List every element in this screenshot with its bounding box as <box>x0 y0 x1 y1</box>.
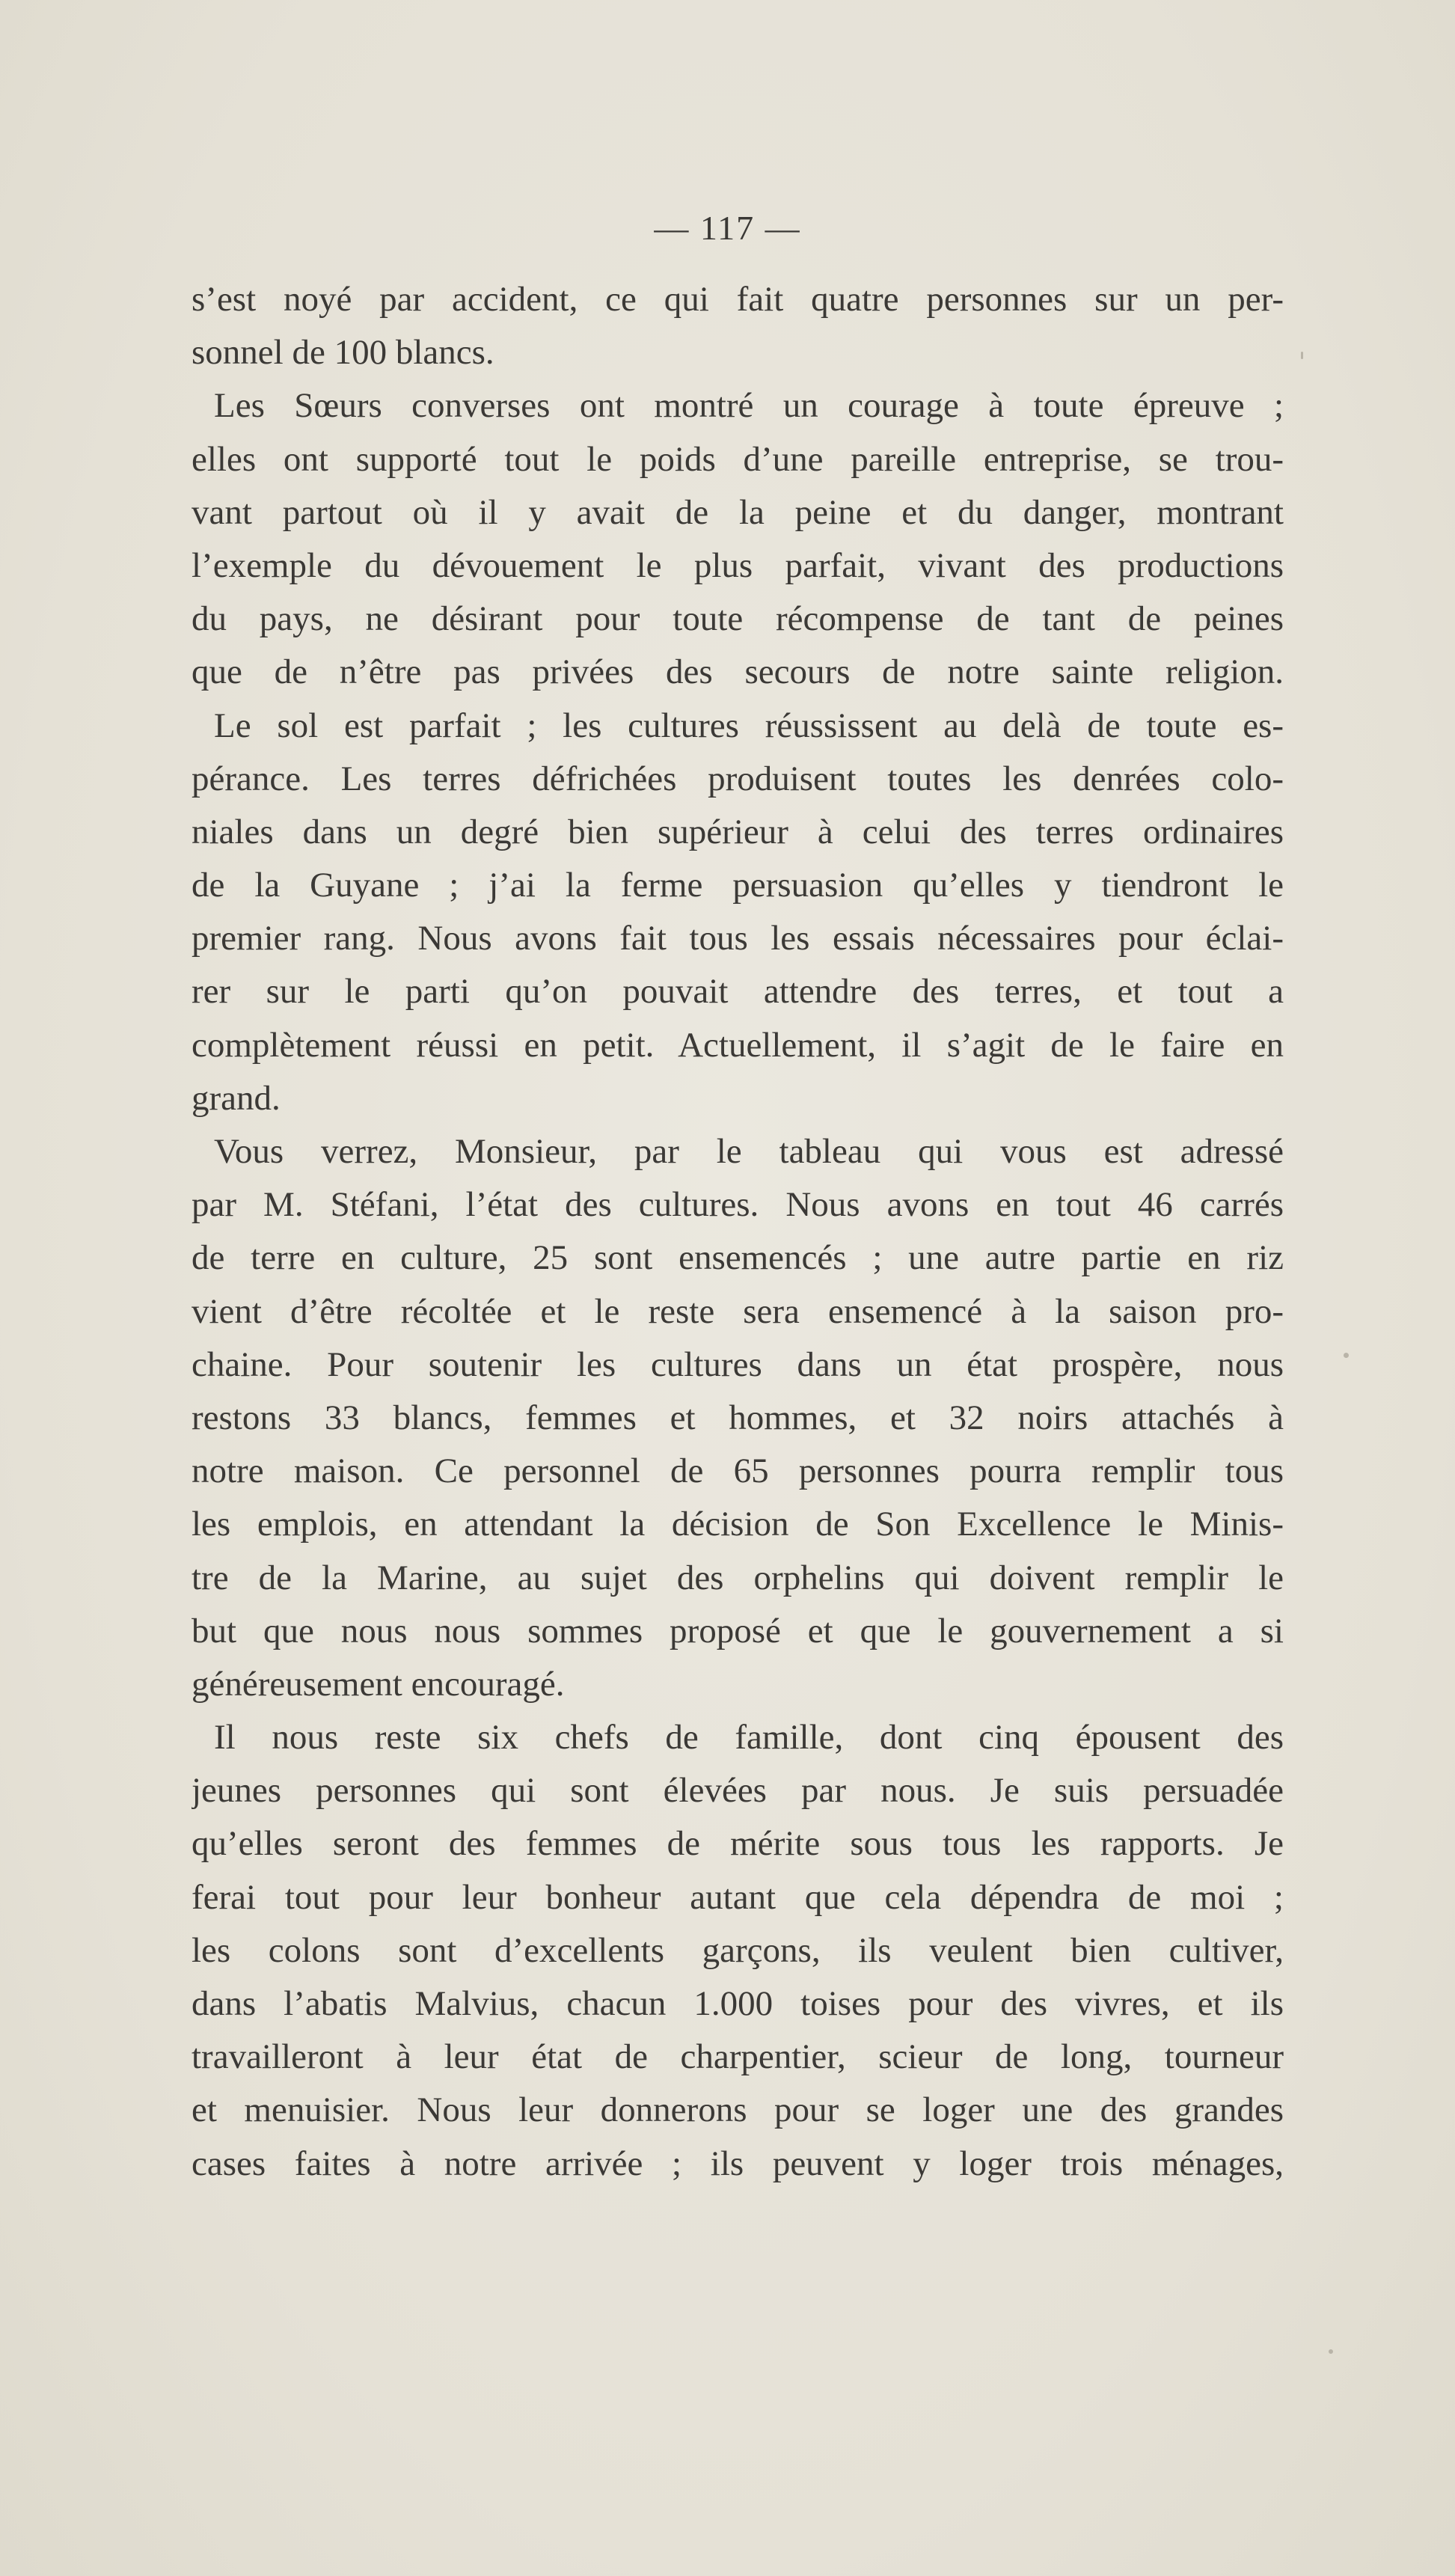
text-line: Vous verrez, Monsieur, par le tableau qui vous est adressé <box>214 1132 1284 1171</box>
text-line: l’exemple du dévouement le plus parfait, vivant des productions <box>192 545 1284 585</box>
text-line: par M. Stéfani, l’état des cultures. Nous avons en tout 46 carrés <box>192 1185 1284 1225</box>
text-line: rer sur le parti qu’on pouvait attendre des terres, et tout a <box>192 972 1284 1012</box>
text-line: de terre en culture, 25 sont ensemencés ; une autre partie en riz <box>192 1238 1284 1278</box>
text-line: premier rang. Nous avons fait tous les essais nécessaires pour éclai- <box>192 919 1284 958</box>
text-line: sonnel de 100 blancs. <box>192 333 494 373</box>
text-line: elles ont supporté tout le poids d’une pareille entreprise, se trou- <box>192 439 1284 479</box>
text-line: vient d’être récoltée et le reste sera ensemencé à la saison pro- <box>192 1291 1284 1331</box>
text-line: et menuisier. Nous leur donnerons pour se loger une des grandes <box>192 2090 1284 2130</box>
text-line: vant partout où il y avait de la peine et du danger, montrant <box>192 492 1284 532</box>
text-line: cases faites à notre arrivée ; ils peuvent y loger trois ménages, <box>192 2144 1284 2183</box>
text-line: les colons sont d’excellents garçons, ils veulent bien cultiver, <box>192 1930 1284 1970</box>
text-line: que de n’être pas privées des secours de notre sainte religion. <box>192 652 1284 692</box>
text-line: travailleront à leur état de charpentier, scieur de long, tourneur <box>192 2037 1284 2077</box>
text-line: but que nous nous sommes proposé et que le gouvernement a si <box>192 1611 1284 1650</box>
text-line: s’est noyé par accident, ce qui fait quatre personnes sur un per- <box>192 280 1284 319</box>
text-line: niales dans un degré bien supérieur à celui des terres ordinaires <box>192 812 1284 851</box>
text-line: généreusement encouragé. <box>192 1664 565 1704</box>
text-line: Les Sœurs converses ont montré un courage à toute épreuve ; <box>214 386 1284 426</box>
text-line: Le sol est parfait ; les cultures réussissent au delà de toute es- <box>214 706 1284 745</box>
text-line: ferai tout pour leur bonheur autant que cela dépendra de moi ; <box>192 1877 1284 1917</box>
text-line: chaine. Pour soutenir les cultures dans un état prospère, nous <box>192 1344 1284 1384</box>
text-line: complètement réussi en petit. Actuellement, il s’agit de le faire en <box>192 1025 1284 1065</box>
text-line: tre de la Marine, au sujet des orphelins qui doivent remplir le <box>192 1558 1284 1597</box>
text-line: pérance. Les terres défrichées produisent toutes les denrées colo- <box>192 759 1284 798</box>
text-line: de la Guyane ; j’ai la ferme persuasion qu’elles y tiendront le <box>192 866 1284 905</box>
body-text <box>192 273 1284 2191</box>
text-line: grand. <box>192 1078 281 1118</box>
text-line: les emplois, en attendant la décision de Son Excellence le Minis- <box>192 1505 1284 1544</box>
page-number: — 117 — <box>654 209 801 247</box>
text-line: restons 33 blancs, femmes et hommes, et 32 noirs attachés à <box>192 1398 1284 1437</box>
paper-speck <box>1301 352 1303 359</box>
paper-speck <box>1329 2349 1333 2354</box>
text-line: jeunes personnes qui sont élevées par nous. Je suis persuadée <box>192 1771 1284 1811</box>
text-line: du pays, ne désirant pour toute récompense de tant de peines <box>192 599 1284 639</box>
text-line: Il nous reste six chefs de famille, dont cinq épousent des <box>214 1718 1284 1757</box>
text-line: qu’elles seront des femmes de mérite sous tous les rapports. Je <box>192 1824 1284 1864</box>
text-line: notre maison. Ce personnel de 65 personnes pourra remplir tous <box>192 1451 1284 1491</box>
text-line: dans l’abatis Malvius, chacun 1.000 toises pour des vivres, et ils <box>192 1984 1284 2023</box>
paper-speck <box>1344 1353 1349 1358</box>
